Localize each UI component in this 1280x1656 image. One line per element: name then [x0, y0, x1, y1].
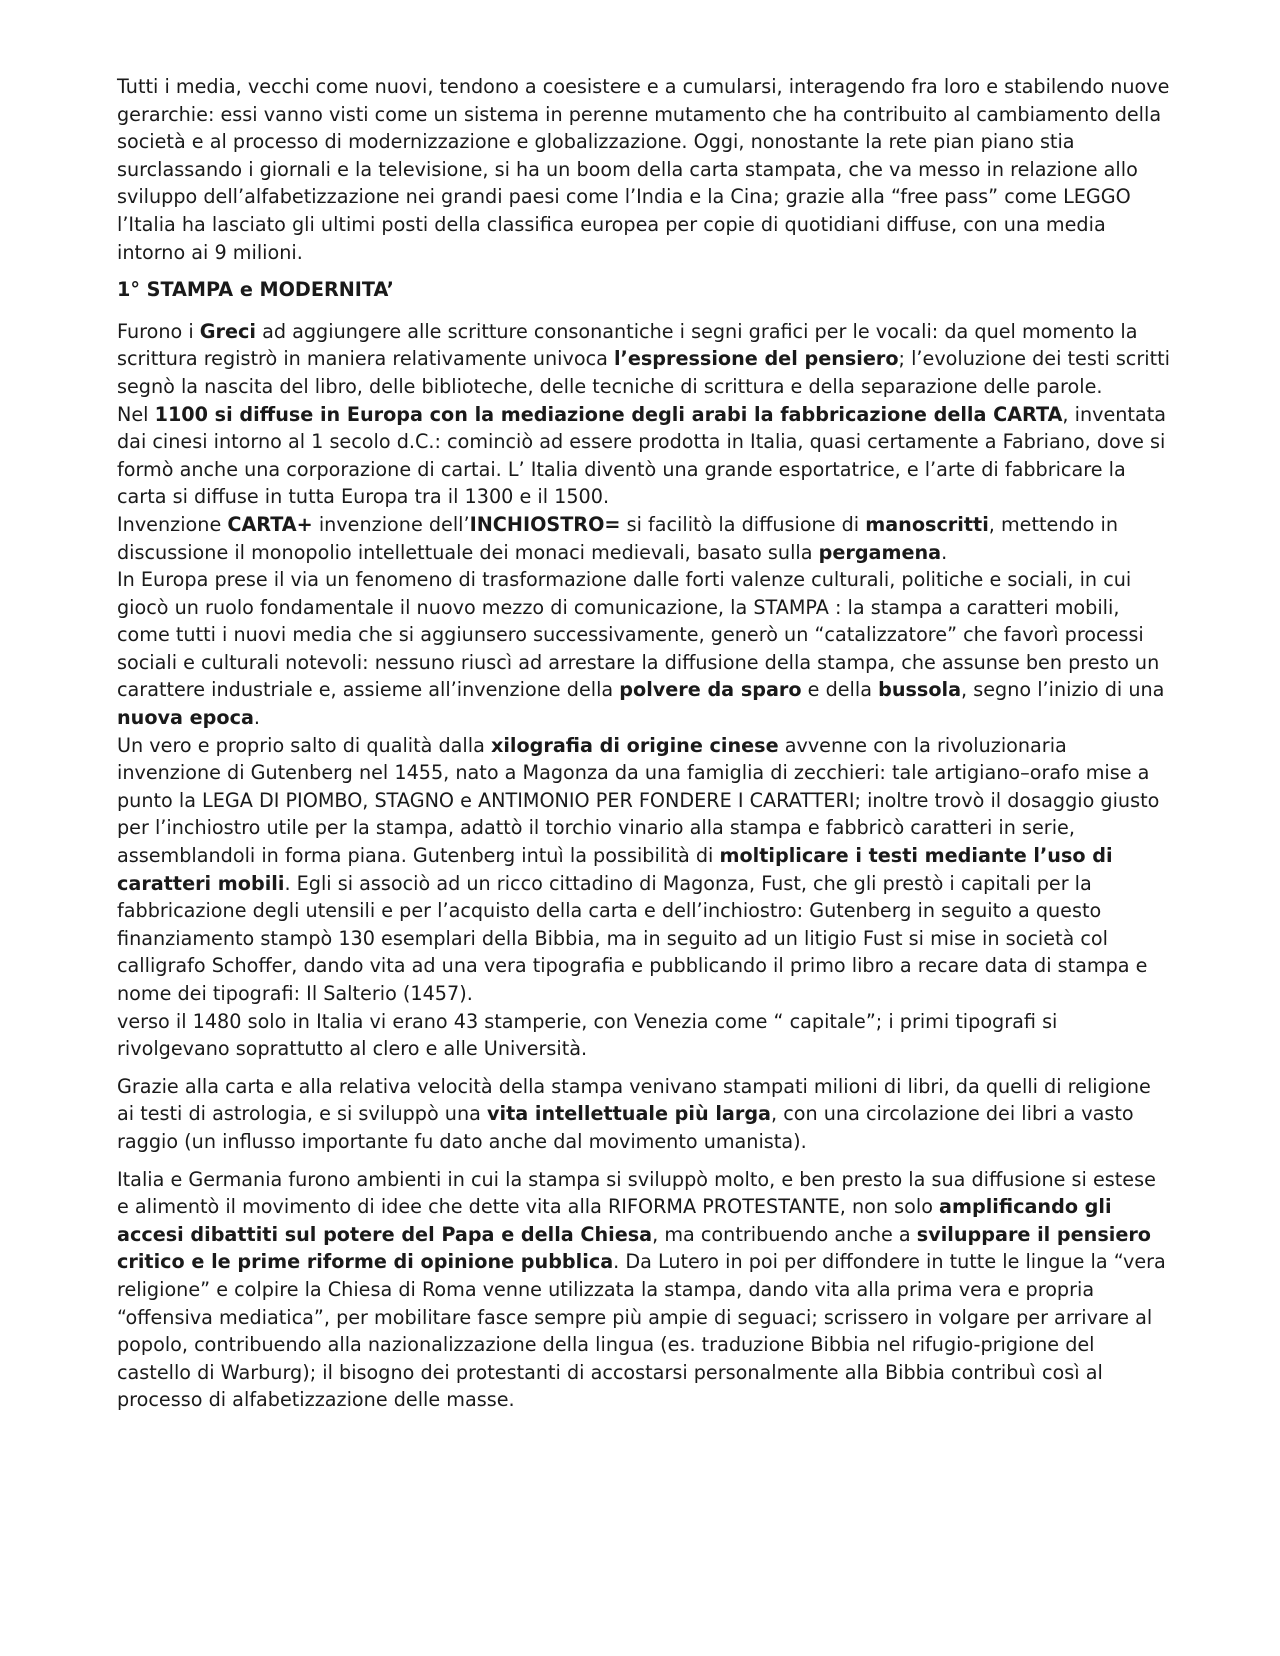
text: . Egli si associò ad un ricco cittadino di Magonza, Fust, che gli prestò i capitali per la fabbricazione degli utensili e per l’acquisto della carta e dell’inchiostro: Gutenberg in seguito a questo finanziamento stampò 130 esemplari della Bibbia, ma in seguito ad un litigio Fust si mise in società col calligrafo Schoffer, dando vita ad una vera tipografia e pubblicando il primo libro a recare data di stampa e nome dei tipografi: Il Salterio (1457).	[117, 871, 1148, 1005]
text: , con una circolazione dei libri a vasto raggio (un influsso importante fu dato anche dal movimento umanista).	[117, 1102, 1134, 1153]
text: ad aggiungere alle scritture consonantiche i segni grafici per le vocali: da quel momento la scrittura registrò in maniera relativamente univoca	[117, 319, 1138, 371]
bold-text: l’espressione del pensiero	[613, 347, 899, 371]
intro-paragraph	[117, 73, 1170, 266]
text: verso il 1480 solo in Italia vi erano 43 stamperie, con Venezia come “ capitale”; i primi tipografi si rivolgevano soprattutto al clero e alle Università.	[117, 1009, 1058, 1061]
gutenberg-paragraph	[117, 732, 1170, 1008]
text: Italia e Germania furono ambienti in cui la stampa si sviluppò molto, e ben presto la sua diffusione si estese e alimentò il movimento di idee che dette vita alla RIFORMA PROTESTANTE, non solo	[117, 1167, 1156, 1219]
intro-text: Tutti i media, vecchi come nuovi, tendono a coesistere e a cumularsi, interagendo fra loro e stabilendo nuove gerarchie: essi vanno visti come un sistema in perenne mutamento che ha contribuito al cambiamento della società e al processo di modernizzazione e globalizzazione. Oggi, nonostante la rete pian piano stia surclassando i giornali e la televisione, si ha un boom della carta stampata, che va messo in relazione allo sviluppo dell’alfabetizzazione nei grandi paesi come l’India e la Cina; grazie alla “free pass” come LEGGO l’Italia ha lasciato gli ultimi posti della classifica europea per copie di quotidiani diffuse, con una media intorno ai 9 milioni.	[117, 75, 1170, 264]
text: e della	[801, 678, 879, 702]
text: Un vero e proprio salto di qualità dalla	[117, 733, 491, 757]
bold-text: polvere da sparo	[619, 678, 802, 702]
text: , segno l’inizio di una	[961, 678, 1165, 702]
text: Invenzione	[117, 512, 228, 536]
bold-text: bussola	[878, 678, 962, 702]
bold-text: amplificando gli accesi dibattiti sul potere del Papa e della Chiesa	[117, 1195, 1112, 1246]
text: invenzione dell’	[312, 512, 470, 536]
text: si facilitò la diffusione di	[620, 512, 866, 536]
bold-text: INCHIOSTRO=	[469, 512, 621, 536]
bold-text: Greci	[199, 319, 256, 343]
text: . Da Lutero in poi per diffondere in tutte le lingue la “vera religione” e colpire la Chiesa di Roma venne utilizzata la stampa, dando vita alla prima vera e propria “offensiva mediatica”, per mobilitare fasce sempre più ampie di seguaci; scrissero in volgare per arrivare al popolo, contribuendo alla nazionalizzazione della lingua (es. traduzione Bibbia nel rifugio-prigione del castello di Warburg); il bisogno dei protestanti di accostarsi personalmente alla Bibbia contribuì così al processo di alfabetizzazione delle masse.	[117, 1250, 1166, 1412]
text: , inventata dai cinesi intorno al 1 secolo d.C.: cominciò ad essere prodotta in Italia, quasi certamente a Fabriano, dove si formò anche una corporazione di cartai. L’ Italia diventò una grande esportatrice, e l’arte di fabbricare la carta si diffuse in tutta Europa tra il 1300 e il 1500.	[117, 402, 1166, 509]
text: ; l’evoluzione dei testi scritti segnò la nascita del libro, delle biblioteche, delle tecniche di scrittura e della separazione delle parole.	[117, 347, 1170, 398]
bold-text: vita intellettuale più larga	[486, 1102, 772, 1126]
greci-paragraph	[117, 318, 1170, 401]
bold-text: CARTA+	[227, 512, 313, 536]
text: In Europa prese il via un fenomeno di trasformazione dalle forti valenze culturali, politiche e sociali, in cui giocò un ruolo fondamentale il nuovo mezzo di comunicazione, la STAMPA : la stampa a caratteri mobili, come tutti i nuovi media che si aggiunsero successivamente, generò un “catalizzatore” che favorì processi sociali e culturali notevoli: nessuno riuscì ad arrestare la diffusione della stampa, che assunse ben presto un carattere industriale e, assieme all’invenzione della	[117, 568, 1160, 702]
grazie-paragraph	[117, 1073, 1170, 1156]
stamperie-paragraph	[117, 1008, 1170, 1063]
inchiostro-paragraph	[117, 511, 1170, 566]
bold-text: pergamena	[818, 540, 942, 564]
text: .	[941, 540, 948, 564]
bold-text: 1100 si diffuse in Europa con la mediazione degli arabi la fabbricazione della CARTA	[154, 402, 1063, 426]
bold-text: sviluppare il pensiero critico e le prime riforme di opinione pubblica	[117, 1222, 1151, 1274]
text: Furono i	[117, 319, 200, 343]
text: , ma contribuendo anche a	[652, 1222, 917, 1246]
carta-paragraph	[117, 401, 1170, 511]
section-heading: 1° STAMPA e MODERNITA’	[117, 278, 394, 302]
text: Nel	[117, 402, 155, 426]
riforma-paragraph	[117, 1166, 1170, 1414]
text: .	[253, 706, 260, 730]
bold-text: moltiplicare i testi mediante l’uso di caratteri mobili	[117, 844, 1113, 895]
bold-text: xilografia di origine cinese	[490, 733, 779, 757]
europa-paragraph	[117, 566, 1170, 732]
bold-text: manoscritti	[865, 512, 989, 536]
bold-text: nuova epoca	[117, 706, 254, 730]
text: Grazie alla carta e alla relativa velocità della stampa venivano stampati milioni di libri, da quelli di religione ai testi di astrologia, e si sviluppò una	[117, 1074, 1151, 1126]
text: avvenne con la rivoluzionaria invenzione di Gutenberg nel 1455, nato a Magonza da una famiglia di zecchieri: tale artigiano–orafo mise a punto la LEGA DI PIOMBO, STAGNO e ANTIMONIO PER FONDERE I CARATTERI; inoltre trovò il dosaggio giusto per l’inchiostro utile per la stampa, adattò il torchio vinario alla stampa e fabbricò caratteri in serie, assemblandoli in forma piana. Gutenberg intuì la possibilità di	[117, 733, 1160, 868]
text: , mettendo in discussione il monopolio intellettuale dei monaci medievali, basato sulla	[117, 512, 1118, 564]
